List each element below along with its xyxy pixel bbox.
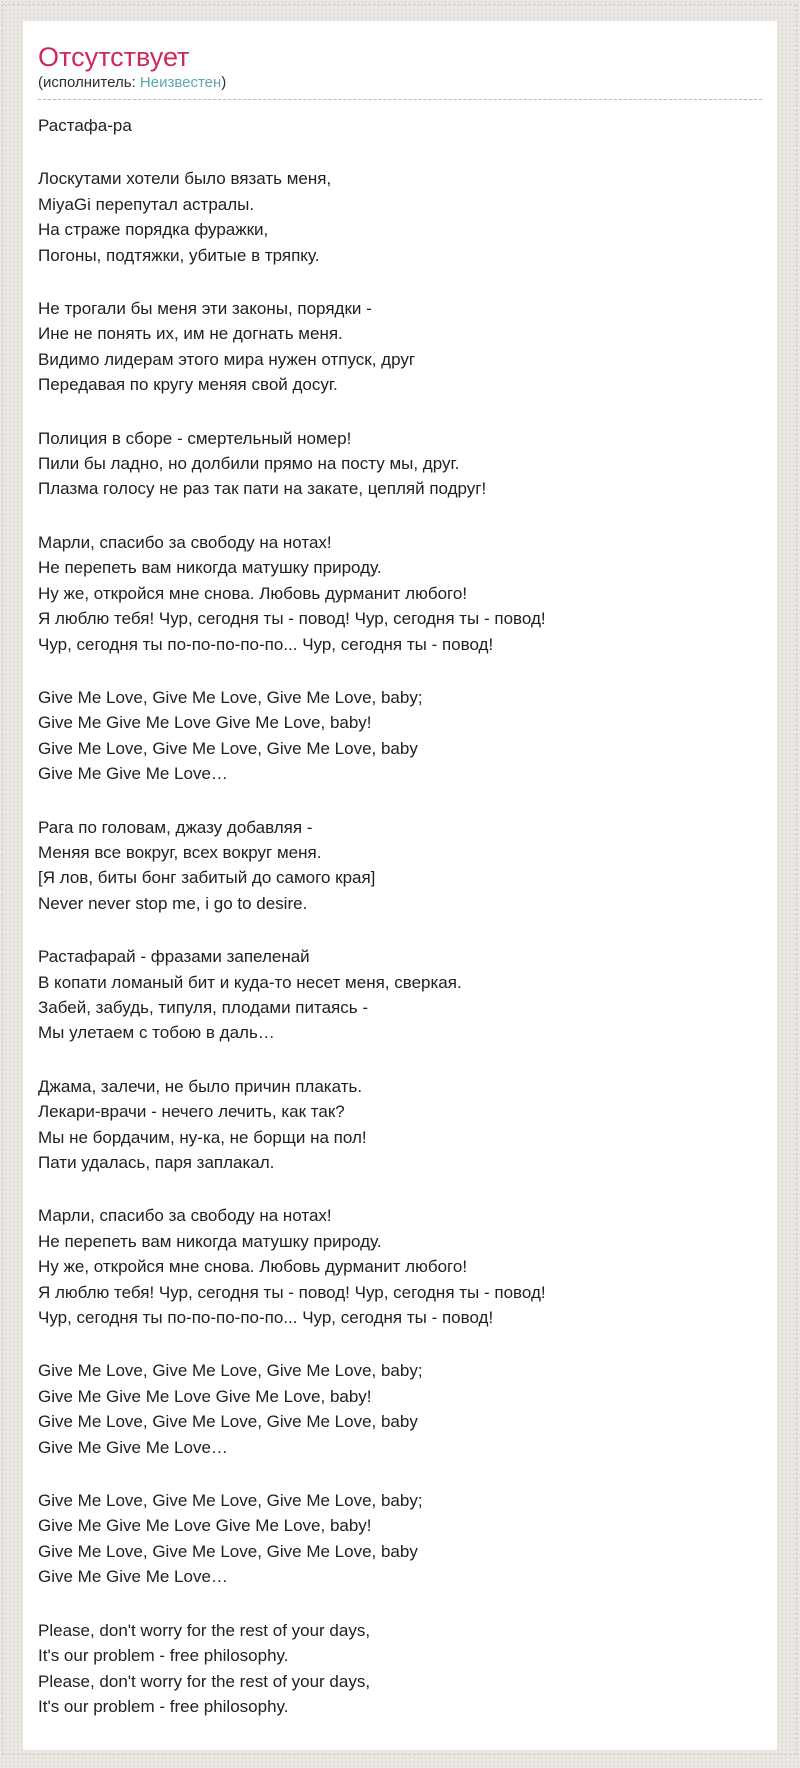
performer-link[interactable]: Неизвестен bbox=[139, 74, 222, 91]
lyrics-line: Give Me Give Me Love… bbox=[38, 1567, 228, 1587]
lyrics-stanza bbox=[38, 815, 762, 917]
lyrics-line: Give Me Love, Give Me Love, Give Me Love, baby bbox=[38, 1412, 418, 1432]
lyrics-line: Погоны, подтяжки, убитые в тряпку. bbox=[38, 245, 320, 265]
lyrics-line: It's our problem - free philosophy. bbox=[38, 1696, 289, 1716]
lyrics-stanza bbox=[38, 1618, 762, 1720]
lyrics-line: Я люблю тебя! Чур, сегодня ты - повод! Чур, сегодня ты - повод! bbox=[38, 1282, 546, 1302]
lyrics-line: Марли, спасибо за свободу на нотах! bbox=[38, 532, 332, 552]
lyrics-line: На страже порядка фуражки, bbox=[38, 220, 269, 240]
lyrics-stanza bbox=[38, 1203, 762, 1330]
lyrics-line: Передавая по кругу меняя свой досуг. bbox=[38, 375, 338, 395]
lyrics-line: Please, don't worry for the rest of your days, bbox=[38, 1620, 371, 1640]
lyrics-line: Give Me Give Me Love… bbox=[38, 764, 228, 784]
lyrics-line: Плазма голосу не раз так пати на закате, цепляй подруг! bbox=[38, 479, 487, 499]
lyrics-line: Мы улетаем с тобою в даль… bbox=[38, 1023, 275, 1043]
performer-label: (исполнитель: bbox=[38, 74, 136, 91]
lyrics-line: Растафарай - фразами запеленай bbox=[38, 947, 310, 967]
lyrics-stanza bbox=[38, 530, 762, 657]
lyrics-line: Лекари-врачи - нечего лечить, как так? bbox=[38, 1102, 345, 1122]
lyrics-line: Пили бы ладно, но долбили прямо на посту мы, друг. bbox=[38, 454, 460, 474]
lyrics-line: Give Me Love, Give Me Love, Give Me Love, baby bbox=[38, 738, 418, 758]
lyrics-line: Видимо лидерам этого мира нужен отпуск, друг bbox=[38, 349, 416, 369]
lyrics-line: [Я лов, биты бонг забитый до самого края] bbox=[38, 868, 376, 888]
lyrics-line: Пати удалась, паря заплакал. bbox=[38, 1153, 275, 1172]
lyrics-line: Give Me Love, Give Me Love, Give Me Love, baby; bbox=[38, 1491, 423, 1511]
lyrics-line: Give Me Love, Give Me Love, Give Me Love, baby; bbox=[38, 1361, 423, 1381]
lyrics-line: Ну же, откройся мне снова. Любовь дурманит любого! bbox=[38, 583, 468, 603]
lyrics-line: Never never stop me, i go to desire. bbox=[38, 893, 308, 913]
lyrics-stanza bbox=[38, 113, 762, 138]
lyrics-stanza bbox=[38, 166, 762, 268]
lyrics-line: Не перепеть вам никогда матушку природу. bbox=[38, 558, 382, 578]
lyrics-line: Give Me Love, Give Me Love, Give Me Love, baby bbox=[38, 1541, 418, 1561]
lyrics-line: Ине не понять их, им не догнать меня. bbox=[38, 324, 343, 344]
lyrics-line: It's our problem - free philosophy. bbox=[38, 1646, 289, 1666]
lyrics-line: Джама, залечи, не было причин плакать. bbox=[38, 1076, 363, 1096]
lyrics-line: Мы не бордачим, ну-ка, не борщи на пол! bbox=[38, 1127, 367, 1147]
lyrics-line: Please, don't worry for the rest of your days, bbox=[38, 1671, 371, 1691]
lyrics-line: Give Me Give Me Love Give Me Love, baby! bbox=[38, 713, 372, 733]
lyrics-line: Не трогали бы меня эти законы, порядки - bbox=[38, 299, 372, 319]
lyrics-stanza bbox=[38, 1074, 762, 1176]
lyrics-line: Give Me Give Me Love Give Me Love, baby! bbox=[38, 1386, 372, 1406]
lyrics-line: В копати ломаный бит и куда-то несет меня, сверкая. bbox=[38, 972, 462, 992]
lyrics-line: Give Me Love, Give Me Love, Give Me Love, baby; bbox=[38, 687, 423, 707]
lyrics-line: MiyaGi перепутал астралы. bbox=[38, 194, 255, 214]
lyrics-line: Полиция в сборе - смертельный номер! bbox=[38, 428, 352, 448]
lyrics-card bbox=[22, 20, 778, 1751]
lyrics-line: Растафа-ра bbox=[38, 116, 132, 135]
lyrics-stanza bbox=[38, 1488, 762, 1590]
lyrics-stanza bbox=[38, 1358, 762, 1460]
performer-line bbox=[38, 74, 762, 100]
song-title: Отсутствует bbox=[38, 42, 190, 72]
lyrics-line: Марли, спасибо за свободу на нотах! bbox=[38, 1206, 332, 1226]
lyrics-line: Забей, забудь, типуля, плодами питаясь - bbox=[38, 997, 368, 1017]
lyrics-stanza bbox=[38, 296, 762, 398]
lyrics-line: Не перепеть вам никогда матушку природу. bbox=[38, 1231, 382, 1251]
lyrics-line: Чур, сегодня ты по-по-по-по-по... Чур, сегодня ты - повод! bbox=[38, 634, 494, 654]
lyrics-stanza bbox=[38, 944, 762, 1046]
lyrics-line: Ну же, откройся мне снова. Любовь дурманит любого! bbox=[38, 1257, 468, 1277]
lyrics-line: Лоскутами хотели было вязать меня, bbox=[38, 169, 332, 189]
lyrics-line: Меняя все вокруг, всех вокруг меня. bbox=[38, 842, 322, 862]
lyrics-stanza bbox=[38, 685, 762, 787]
lyrics-text bbox=[38, 113, 762, 1719]
lyrics-line: Рага по головам, джазу добавляя - bbox=[38, 817, 313, 837]
lyrics-line: Я люблю тебя! Чур, сегодня ты - повод! Чур, сегодня ты - повод! bbox=[38, 609, 546, 629]
lyrics-line: Чур, сегодня ты по-по-по-по-по... Чур, сегодня ты - повод! bbox=[38, 1308, 494, 1328]
lyrics-line: Give Me Give Me Love… bbox=[38, 1437, 228, 1457]
lyrics-stanza bbox=[38, 426, 762, 502]
lyrics-line: Give Me Give Me Love Give Me Love, baby! bbox=[38, 1516, 372, 1536]
performer-close-paren: ) bbox=[221, 74, 227, 91]
